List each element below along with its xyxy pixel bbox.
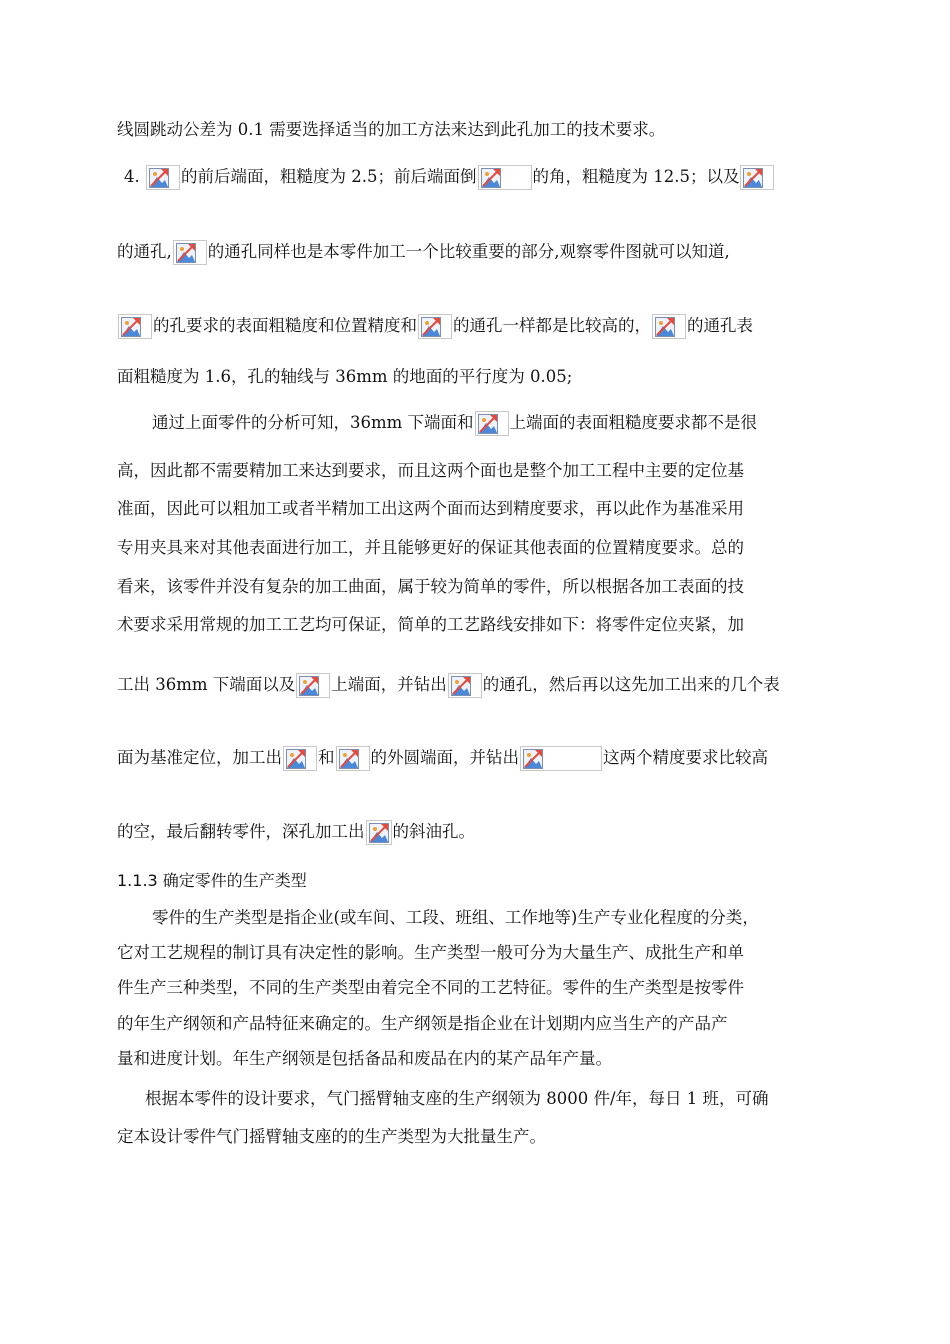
broken-image-icon xyxy=(520,746,602,771)
text: 面粗糙度为 1.6，孔的轴线与 36mm 的地面的平行度为 0.05; xyxy=(117,367,573,386)
text: 术要求采用常规的加工工艺均可保证，简单的工艺路线安排如下：将零件定位夹紧，加 xyxy=(117,615,744,634)
text-line xyxy=(145,1087,769,1111)
text: 件生产三种类型，不同的生产类型由着完全不同的工艺特征。零件的生产类型是按零件 xyxy=(117,978,744,997)
text: 面为基准定位，加工出 xyxy=(117,748,282,767)
text-line xyxy=(117,365,572,389)
text: 的前后端面，粗糙度为 2.5；前后端面倒 xyxy=(181,167,477,186)
broken-image-icon xyxy=(283,746,317,771)
text: 根据本零件的设计要求，气门摇臂轴支座的生产纲领为 8000 件/年，每日 1 班，可确 xyxy=(145,1089,769,1108)
text-line xyxy=(124,165,775,190)
text: 定本设计零件气门摇臂轴支座的的生产类型为大批量生产。 xyxy=(117,1127,546,1146)
heading-text: 1.1.3 确定零件的生产类型 xyxy=(117,871,307,890)
text: 和 xyxy=(318,748,335,767)
text: 它对工艺规程的制订具有决定性的影响。生产类型一般可分为大量生产、成批生产和单 xyxy=(117,943,744,962)
text-line xyxy=(117,613,744,637)
text: 的通孔, xyxy=(117,242,172,261)
text: 上端面的表面粗糙度要求都不是很 xyxy=(509,413,758,432)
broken-image-icon xyxy=(146,165,180,190)
text: 通过上面零件的分析可知，36mm 下端面和 xyxy=(152,413,474,432)
text-line xyxy=(117,1125,546,1149)
text: 准面，因此可以粗加工或者半精加工出这两个面而达到精度要求，再以此作为基准采用 xyxy=(117,499,744,518)
text: 的斜油孔。 xyxy=(392,822,475,841)
text-line xyxy=(117,459,744,483)
broken-image-icon xyxy=(173,240,207,265)
broken-image-icon xyxy=(478,165,532,190)
text: 专用夹具来对其他表面进行加工，并且能够更好的保证其他表面的位置精度要求。总的 xyxy=(117,538,744,557)
broken-image-icon xyxy=(418,314,452,339)
text-line xyxy=(152,411,757,436)
text: 看来，该零件并没有复杂的加工曲面，属于较为简单的零件，所以根据各加工表面的技 xyxy=(117,577,744,596)
text-line xyxy=(117,536,744,560)
text-line xyxy=(117,497,744,521)
text-line xyxy=(117,118,665,142)
text: 上端面，并钻出 xyxy=(331,675,447,694)
text: 4. xyxy=(124,167,145,186)
text: 线圆跳动公差为 0.1 需要选择适当的加工方法来达到此孔加工的技术要求。 xyxy=(117,120,666,139)
text-line xyxy=(117,575,744,599)
text-line xyxy=(117,673,780,698)
text: 工出 36mm 下端面以及 xyxy=(117,675,296,694)
text: 这两个精度要求比较高 xyxy=(603,748,768,767)
text-line xyxy=(117,240,730,265)
broken-image-icon xyxy=(366,820,392,845)
text: 的通孔一样都是比较高的， xyxy=(453,316,651,335)
text-line xyxy=(152,906,759,930)
section-heading xyxy=(117,869,307,893)
text-line xyxy=(117,820,475,845)
broken-image-icon xyxy=(475,411,509,436)
text-line xyxy=(117,1047,612,1071)
text-line xyxy=(117,1012,728,1036)
text: 的年生产纲领和产品特征来确定的。生产纲领是指企业在计划期内应当生产的产品产 xyxy=(117,1014,728,1033)
text-line xyxy=(117,314,753,339)
broken-image-icon xyxy=(296,673,330,698)
broken-image-icon xyxy=(336,746,370,771)
broken-image-icon xyxy=(740,165,774,190)
text: 的孔要求的表面粗糙度和位置精度和 xyxy=(153,316,417,335)
text: 的通孔同样也是本零件加工一个比较重要的部分,观察零件图就可以知道, xyxy=(207,242,730,261)
text-line xyxy=(117,976,744,1000)
text: 的角，粗糙度为 12.5；以及 xyxy=(532,167,740,186)
text-line xyxy=(117,746,768,771)
broken-image-icon xyxy=(652,314,686,339)
text: 量和进度计划。年生产纲领是包括备品和废品在内的某产品年产量。 xyxy=(117,1049,612,1068)
text: 的通孔表 xyxy=(687,316,753,335)
text: 高，因此都不需要精加工来达到要求，而且这两个面也是整个加工工程中主要的定位基 xyxy=(117,461,744,480)
text: 的空，最后翻转零件，深孔加工出 xyxy=(117,822,365,841)
text-line xyxy=(117,941,744,965)
text: 的通孔，然后再以这先加工出来的几个表 xyxy=(482,675,780,694)
text: 的外圆端面，并钻出 xyxy=(370,748,519,767)
text: 零件的生产类型是指企业(或车间、工段、班组、工作地等)生产专业化程度的分类， xyxy=(152,908,759,927)
broken-image-icon xyxy=(448,673,482,698)
broken-image-icon xyxy=(118,314,152,339)
